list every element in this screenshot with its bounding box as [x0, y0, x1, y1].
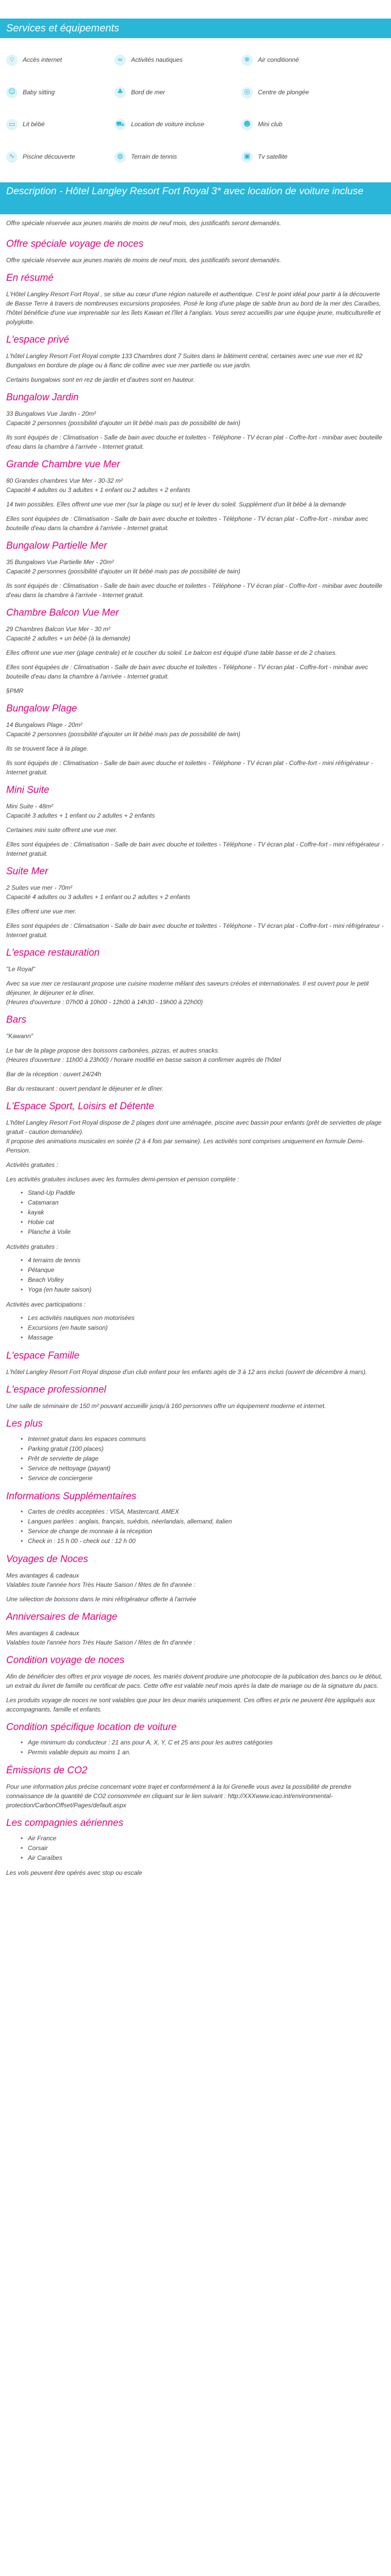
section-paragraph: Ils se trouvent face à la plage.	[6, 745, 89, 752]
amenity-item	[6, 86, 115, 99]
section-bungalow-plage	[6, 703, 385, 777]
list-item: • Prêt de serviette de plage	[6, 1454, 385, 1464]
section-chambre-balcon	[6, 607, 385, 696]
palm-icon: ♣	[115, 87, 126, 98]
section-paragraph: 80 Grandes chambres Vue Mer - 30-32 m² Capacité 4 adultes ou 3 adultes + 1 enfant ou 2 adultes + 2 enfants	[6, 477, 190, 494]
list-item: • 4 terrains de tennis	[6, 1256, 385, 1265]
section-title: Bungalow Jardin	[6, 392, 79, 403]
section-title: Condition spécifique location de voiture	[6, 1722, 177, 1733]
section-title: Suite Mer	[6, 866, 48, 877]
list-item: • Cartes de crédits acceptées : VISA, Mastercard, AMEX	[6, 1507, 385, 1517]
section-paragraph: Les produits voyage de noces ne sont valables que pour les deux mariés uniquement. Ces offres et prix ne peuvent être appliqués aux accompagnants, famille et enfants.	[6, 1697, 376, 1713]
list-item: • Permis valable depuis au moins 1 an.	[6, 1748, 385, 1757]
section-paragraph: Elles sont équipées de : Climatisation - Salle de bain avec douche et toilettes - Téléphone - TV écran plat - Coffre-fort - minibar avec bouteille d'eau dans la chambre à l'arrivée - Internet gratuit.	[6, 664, 368, 680]
amenity-item	[241, 150, 370, 164]
list-item: • kayak	[6, 1208, 385, 1217]
section-paragraph: "Le Royal"	[6, 965, 35, 973]
services-title: Services et équipements	[6, 23, 120, 34]
description-intro: Offre spéciale réservée aux jeunes mariés de moins de neuf mois, des justificatifs seront demandés.	[6, 219, 281, 227]
section-title: L'espace privé	[6, 334, 69, 345]
section-offre	[6, 238, 385, 265]
amenity-label: Activités nautiques	[131, 56, 183, 64]
amenity-item	[115, 54, 241, 67]
section-paragraph: Offre spéciale réservée aux jeunes mariés de moins de neuf mois, des justificatifs seront demandés.	[6, 257, 281, 264]
list-item: • Planche à Voile	[6, 1227, 385, 1237]
section-paragraph: Ils sont équipés de : Climatisation - Salle de bain avec douche et toilettes - Téléphone - TV écran plat - Coffre-fort - mini réfrigérateur - Internet gratuit.	[6, 759, 373, 776]
amenity-item	[241, 86, 370, 99]
amenity-item	[241, 118, 370, 131]
section-bungalow-fm	[6, 540, 385, 600]
section-title: Les plus	[6, 1418, 43, 1429]
section-title: Émissions de CO2	[6, 1765, 88, 1776]
section-pro	[6, 1384, 385, 1411]
section-title: Bungalow Partielle Mer	[6, 540, 107, 551]
section-title: L'espace restauration	[6, 947, 100, 958]
section-mini-suite	[6, 784, 385, 858]
section-title: Chambre Balcon Vue Mer	[6, 607, 119, 618]
list-item: • Internet gratuit dans les espaces communs	[6, 1434, 385, 1444]
amenity-label: Lit bébé	[23, 121, 45, 128]
section-co2	[6, 1765, 385, 1810]
bullet-list	[6, 1507, 385, 1546]
section-title: Bungalow Plage	[6, 703, 77, 714]
section-title: Condition voyage de noces	[6, 1655, 125, 1666]
list-item: • Check in : 15 h 00 - check out : 12 h 00	[6, 1536, 385, 1546]
amenity-label: Mini club	[258, 121, 283, 128]
list-item: • Service de nettoyage (payant)	[6, 1464, 385, 1473]
section-paragraph: §PMR	[6, 687, 24, 694]
section-title: En résumé	[6, 273, 54, 283]
section-grande-chambre	[6, 459, 385, 533]
section-espace-prive	[6, 334, 385, 384]
section-paragraph: Bar de la réception : ouvert 24/24h	[6, 1071, 102, 1078]
section-suite-mer	[6, 866, 385, 940]
section-paragraph: L'hôtel Langley Resort Fort Royal dispose de 2 plages dont une aménagée, piscine avec bassin pour enfants (prêt de serviettes de plage gratuit - caution demandée). Il propose des animations musicales en soirée (2 à 4 fois par semaine). Les activités sont comprises uniquement en formule Demi-Pension.	[6, 1119, 382, 1154]
list-item: • Service de change de monnaie à la réception	[6, 1527, 385, 1536]
list-item: • Langues parlées : anglais, français, suédois, néerlandais, allemand, italien	[6, 1517, 385, 1527]
bullet-list	[6, 1313, 385, 1343]
list-item: • Corsair	[6, 1843, 385, 1853]
section-sport	[6, 1100, 385, 1343]
tv-icon: ▣	[241, 151, 253, 163]
section-title: Offre spéciale voyage de noces	[6, 239, 144, 249]
section-infos	[6, 1490, 385, 1546]
section-condition-noces	[6, 1654, 385, 1714]
section-anniv	[6, 1611, 385, 1647]
amenity-label: Terrain de tennis	[131, 152, 177, 160]
section-paragraph: 29 Chambres Balcon Vue Mer - 30 m² Capacité 2 adultes + un bébé (à la demande)	[6, 625, 131, 642]
list-item: • Air France	[6, 1834, 385, 1843]
section-paragraph: "Kawann"	[6, 1032, 33, 1040]
list-item: • Catamaran	[6, 1198, 385, 1208]
list-item: • Les activités nautiques non motorisées	[6, 1313, 385, 1323]
section-title: Informations Supplémentaires	[6, 1491, 137, 1502]
amenity-label: Piscine découverte	[23, 152, 75, 160]
amenity-label: Bord de mer	[131, 88, 166, 96]
section-title: L'espace professionnel	[6, 1384, 106, 1395]
amenity-item	[6, 54, 115, 67]
kids-club-icon: ☻	[241, 119, 253, 130]
amenity-label: Centre de plongée	[258, 88, 309, 96]
section-paragraph: Avec sa vue mer ce restaurant propose une cuisine moderne mêlant des saveurs créoles et internationales. Il est ouvert pour le petit déjeuner, le déjeuner et le dîner. (Heures d'ouverture : 07h00 à 10h00 - 12h00 à 14h30 - 19h00 à 22h00)	[6, 980, 369, 1006]
list-item: • Hobie cat	[6, 1217, 385, 1227]
section-bungalow-jardin	[6, 392, 385, 451]
sections-container	[6, 238, 385, 1877]
section-paragraph: Elles sont équipées de : Climatisation - Salle de bain avec douche et toilettes - Téléphone - TV écran plat - Coffre-fort - mini réfrigérateur - Internet gratuit.	[6, 841, 384, 857]
description-header	[0, 182, 391, 214]
list-item: • Service de conciergerie	[6, 1473, 385, 1483]
list-item: • Age minimum du conducteur : 21 ans pour A, X, Y, C et 25 ans pour les autres catégories	[6, 1738, 385, 1748]
section-paragraph: L'hôtel Langley Resort Fort Royal compte 133 Chambres dont 7 Suites dans le bâtiment central, certaines avec une vue mer et 82 Bungalows en bordure de plage ou à flanc de colline avec vue mer partielle ou vue jardin.	[6, 352, 363, 369]
amenity-label: Baby sitting	[23, 88, 55, 96]
section-paragraph: Mes avantages & cadeaux Valables toute l'année hors Très Haute Saison / fêtes de fin d'année :	[6, 1630, 196, 1646]
amenity-item	[115, 150, 241, 164]
section-paragraph: 14 Bungalows Plage - 20m² Capacité 2 personnes (possibilité d'ajouter un lit bébé mais pas de possibilité de twin)	[6, 721, 240, 738]
crib-icon: ▭	[6, 119, 18, 130]
amenity-label: Air conditionné	[258, 56, 299, 64]
amenity-item	[115, 86, 241, 99]
section-paragraph: Ils sont équipés de : Climatisation - Salle de bain avec douche et toilettes - Téléphone - TV écran plat - Coffre-fort - minibar avec bouteille d'eau dans la chambre à l'arrivée - Internet gratuit.	[6, 582, 383, 599]
section-paragraph: Elles offrent une vue mer (plage centrale) et le coucher du soleil. Le balcon est équipé d'une table basse et de 2 chaises.	[6, 649, 337, 656]
section-paragraph: Activités gratuites :	[6, 1243, 58, 1250]
amenity-label: Tv satellite	[258, 152, 288, 160]
section-paragraph: Certaines mini suite offrent une vue mer.	[6, 826, 118, 834]
list-item: • Massage	[6, 1333, 385, 1343]
section-paragraph: Une salle de séminaire de 150 m² pouvant accueillir jusqu'à 160 personnes offre un équipement moderne et internet.	[6, 1402, 326, 1410]
section-famille	[6, 1350, 385, 1377]
section-plus	[6, 1418, 385, 1483]
bullet-list	[6, 1256, 385, 1295]
amenity-item	[115, 118, 241, 131]
section-title: Voyages de Noces	[6, 1554, 88, 1565]
bullet-list	[6, 1188, 385, 1237]
amenity-label: Accès internet	[23, 56, 62, 64]
section-paragraph: Certains bungalows sont en rez de jardin et d'autres sont en hauteur.	[6, 376, 196, 383]
section-resume	[6, 272, 385, 327]
section-restauration	[6, 947, 385, 1007]
list-item: • Air Caraïbes	[6, 1853, 385, 1863]
section-noces	[6, 1553, 385, 1604]
section-title: L'espace Famille	[6, 1350, 79, 1361]
amenity-label: Location de voiture incluse	[131, 121, 205, 128]
section-paragraph: Mes avantages & cadeaux Valables toute l'année hors Très Haute Saison / fêtes de fin d'année :	[6, 1572, 196, 1588]
list-item: • Stand-Up Paddle	[6, 1188, 385, 1198]
pool-icon: ∿	[6, 151, 18, 163]
section-note: Les vols peuvent être opérés avec stop ou escale	[6, 1869, 142, 1876]
description-content	[0, 218, 391, 1877]
bullet-list	[6, 1834, 385, 1863]
section-paragraph: 14 twin possibles. Elles offrent une vue mer (sur la plage ou sur) et le lever du soleil. Supplément d'un lit bébé à la demande	[6, 501, 346, 508]
section-title: Mini Suite	[6, 785, 50, 795]
amenity-item	[6, 150, 115, 164]
section-compagnies	[6, 1817, 385, 1877]
wifi-icon: ⌔	[6, 55, 18, 66]
car-icon: ⛟	[115, 119, 126, 130]
section-paragraph: L'Hôtel Langley Resort Fort Royal , se situe au cœur d'une région naturelle et authentique. C'est le point idéal pour partir à la découverte de Basse Terre à travers de nombreuses excursions proposées. Posé le long d'une plage de sable brun au bord de la mer des Caraïbes, l'hôtel bénéficie d'une vue imprenable sur les îlets Kawan et l'îlet à l'anglais. Vous serez accueillis par une équipe jeune, multiculturelle et polyglotte.	[6, 291, 381, 326]
water-sports-icon: ≈	[115, 55, 126, 66]
section-paragraph: Activités avec participations :	[6, 1301, 86, 1308]
amenity-item	[241, 54, 370, 67]
section-paragraph: Pour une information plus précise concernant votre trajet et conformément à la loi Grenelle vous avez la possibilité de prendre connaissance de la quantité de CO2 consommée en cliquant sur le lien suivant : http://XXXwww.icao.int/environmental-protection/CarbonOffset/Pages/default.aspx	[6, 1783, 352, 1809]
section-paragraph: 33 Bungalows Vue Jardin - 20m² Capacité 2 personnes (possibilité d'ajouter un lit bébé mais pas de possibilité de twin)	[6, 410, 240, 427]
section-title: Grande Chambre vue Mer	[6, 459, 120, 470]
section-paragraph: Le bar de la plage propose des boissons carbonées, pizzas, et autres snacks. (Heures d'ouverture : 11h00 à 23h00) / horaire modifié en basse saison à confirmer auprès de l'hôtel	[6, 1047, 281, 1063]
section-paragraph: Elles sont équipées de : Climatisation - Salle de bain avec douche et toilettes - Téléphone - TV écran plat - Coffre-fort - mini réfrigérateur - Internet gratuit.	[6, 922, 384, 939]
diving-icon: ◎	[241, 87, 253, 98]
section-paragraph: Ils sont équipés de : Climatisation - Salle de bain avec douche et toilettes - Téléphone - TV écran plat - Coffre-fort - minibar avec bouteille d'eau dans la chambre à l'arrivée - Internet gratuit.	[6, 434, 383, 450]
section-title: Anniversaires de Mariage	[6, 1612, 118, 1622]
list-item: • Parking gratuit (100 places)	[6, 1444, 385, 1454]
baby-icon: ☺	[6, 87, 18, 98]
section-paragraph: Elles offrent une vue mer.	[6, 908, 77, 915]
section-paragraph: Afin de bénéficier des offres et prix voyage de noces, les mariés doivent produire une photocopie de la publication des bancs ou le début, un extrait du livret de famille ou certificat de pacs. Cette offre est valable neuf mois après la date de mariage ou de la signature du pacs.	[6, 1673, 383, 1689]
tennis-icon: ◍	[115, 151, 126, 163]
snowflake-icon: ❄	[241, 55, 253, 66]
list-item: • Beach Volley	[6, 1275, 385, 1285]
list-item: • Excursions (en haute saison)	[6, 1323, 385, 1333]
amenity-item	[6, 118, 115, 131]
list-item: • Yoga (en haute saison)	[6, 1285, 385, 1295]
description-title: Description - Hôtel Langley Resort Fort Royal 3* avec location de voiture incluse	[6, 185, 364, 197]
section-title: L'Espace Sport, Loisirs et Détente	[6, 1101, 154, 1112]
section-paragraph: Bar du restaurant : ouvert pendant le déjeuner et le dîner.	[6, 1085, 164, 1092]
section-bars	[6, 1014, 385, 1093]
bullet-list	[6, 1738, 385, 1757]
section-paragraph: Activités gratuites :	[6, 1161, 58, 1168]
services-header	[0, 19, 391, 38]
section-condition-speciale	[6, 1721, 385, 1757]
section-paragraph: 35 Bungalows Vue Partielle Mer - 20m² Capacité 2 personnes (possibilité d'ajouter un lit bébé mais pas de possibilité de twin)	[6, 558, 240, 575]
section-paragraph: 2 Suites vue mer - 70m² Capacité 4 adultes ou 3 adultes + 1 enfant ou 2 adultes + 2 enfants	[6, 884, 190, 901]
bullet-list	[6, 1434, 385, 1483]
section-paragraph: Mini Suite - 48m² Capacité 3 adultes + 1 enfant ou 2 adultes + 2 enfants	[6, 803, 155, 819]
list-item: • Pétanque	[6, 1265, 385, 1275]
section-paragraph: Une sélection de boissons dans le mini réfrigérateur offerte à l'arrivée	[6, 1596, 197, 1603]
section-paragraph: Les activités gratuites incluses avec les formules demi-pension et pension complète :	[6, 1176, 239, 1183]
amenities-grid	[0, 38, 391, 175]
section-title: Bars	[6, 1014, 27, 1025]
section-title: Les compagnies aériennes	[6, 1818, 124, 1828]
section-paragraph: Elles sont équipées de : Climatisation - Salle de bain avec douche et toilettes - Téléphone - TV écran plat - Coffre-fort - minibar avec bouteille d'eau dans la chambre à l'arrivée - Internet gratuit.	[6, 515, 368, 532]
section-paragraph: L'hôtel Langley Resort Fort Royal dispose d'un club enfant pour les enfants agés de 3 à 12 ans inclus (ouvert de décembre à mars).	[6, 1368, 367, 1376]
